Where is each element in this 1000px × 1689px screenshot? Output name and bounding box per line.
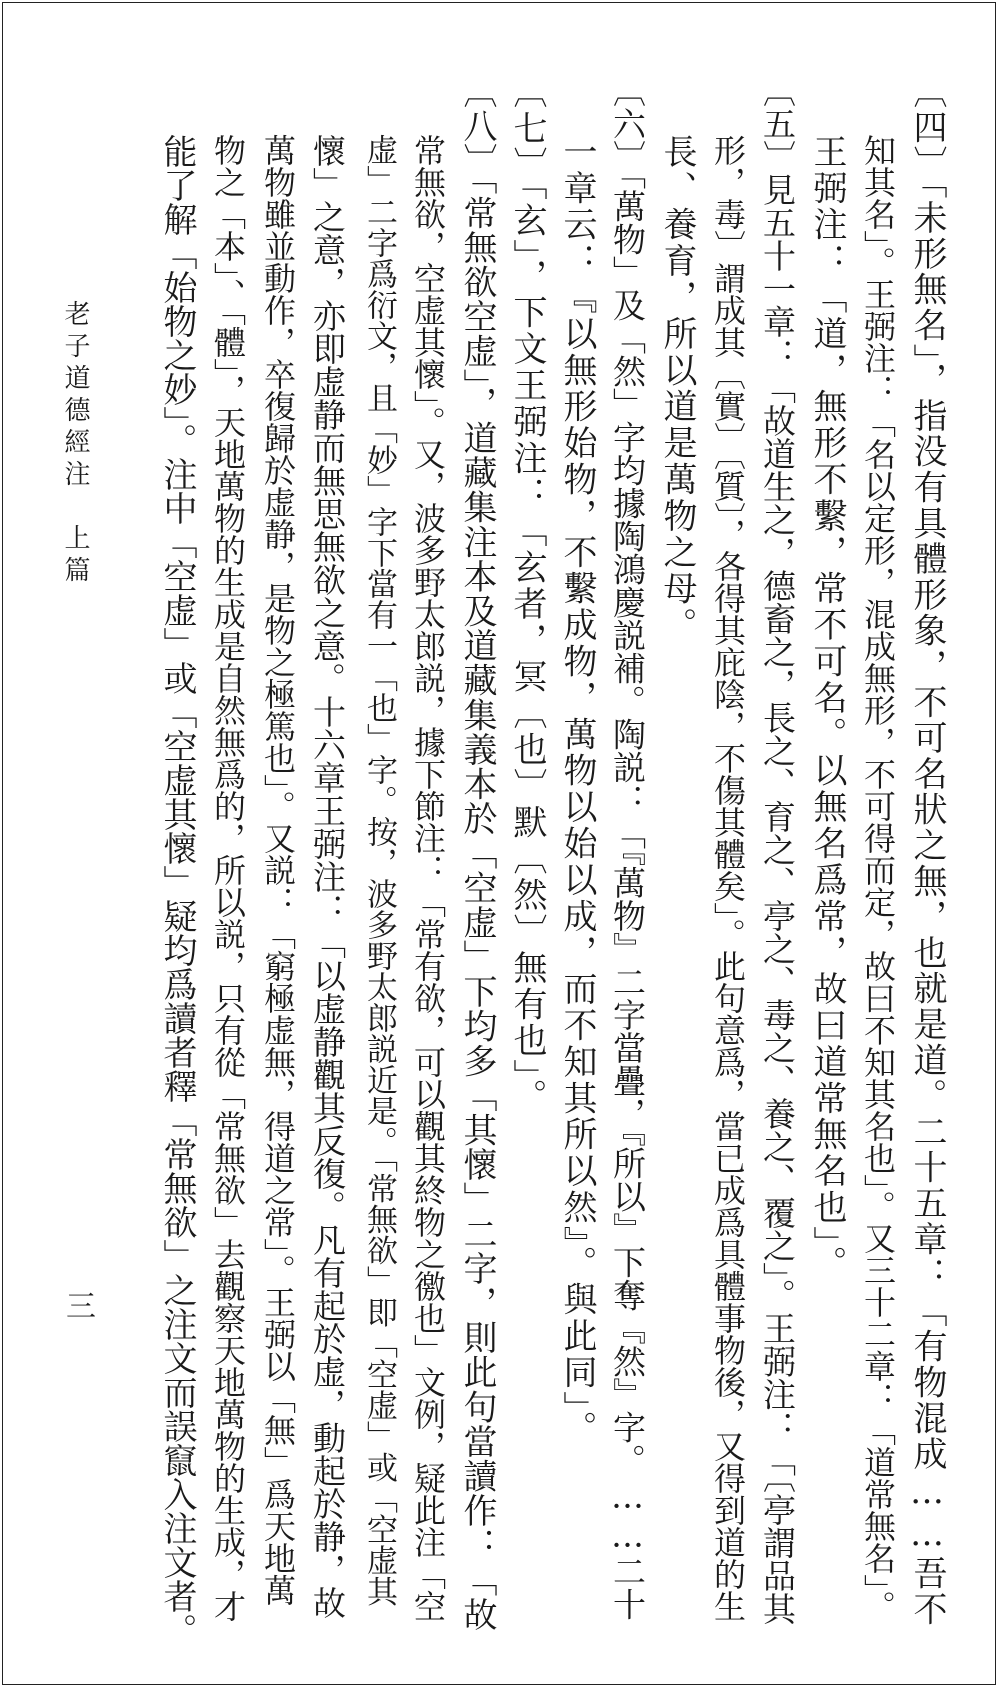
page-number: 三 [60, 1290, 95, 1320]
note-line: 能了解「始物之妙」。注中「空虚」或「空虚其懷」疑均爲讀者釋「常無欲」之注文而誤竄入注文者。 [157, 134, 197, 1647]
note-line: 長、養育，所以道是萬物之母。 [657, 134, 697, 644]
note-line: 一章云：『以無形始物，不繫成物，萬物以始以成，而不知其所以然』。與此同」。 [557, 134, 597, 1447]
note-line: 〔七〕「玄」，下文王弼注：「玄者，冥〔也〕默〔然〕無有也」。 [507, 74, 547, 1115]
note-line: 〔五〕見五十一章：「故道生之，德畜之，長之、育之、亭之、毒之、養之、覆之」。王弼注：「〔亭謂品其 [758, 74, 797, 1625]
note-line: 形，毒〕謂成其〔實〕〔質〕，各得其庇陰，不傷其體矣」。此句意爲，當已成爲具體事物後，又得到道的生 [709, 134, 747, 1622]
note-line: 〔四〕「未形無名」，指没有具體形象，不可名狀之無，也就是道。二十五章：「有物混成……吾不 [907, 74, 947, 1628]
note-line: 物之「本」、「體」，天地萬物的生成是自然無爲的，所以説，只有從「常無欲」去觀察天地萬物的生成，才 [209, 134, 247, 1622]
note-line: 知其名」。王弼注：「名以定形，混成無形，不可得而定，故曰不知其名也」。又三十二章：「道常無名」。 [859, 134, 897, 1622]
note-line: 萬物雖並動作，卒復歸於虚静，是物之極篤也」。又説：「窮極虚無，得道之常」。王弼以「無」爲天地萬 [259, 134, 297, 1606]
note-line: 虚」二字爲衍文，且「妙」字下當有一「也」字。按，波多野太郎説近是。「常無欲」即「空虚」或「空虚其 [361, 134, 397, 1607]
note-line: 懷」之意，亦即虚静而無思無欲之意。十六章王弼注：「以虚静觀其反復。凡有起於虚，動起於静，故 [308, 134, 347, 1619]
running-title: 老子道德經注 上篇 [60, 300, 90, 588]
note-line: 〔六〕「萬物」及「然」字均據陶鴻慶説補。陶説：「『萬物』二字當疊，『所以』下奪『然』字。……二十 [608, 74, 647, 1621]
note-line: 王弼注：「道，無形不繫，常不可名。以無名爲常，故曰道常無名也」。 [807, 134, 847, 1282]
note-line: 常無欲，空虚其懷」。又，波多野太郎説，據下節注：「常有欲，可以觀其終物之徼也」文例，疑此注「空 [409, 134, 447, 1622]
note-line: 〔八〕「常無欲空虚」，道藏集注本及道藏集義本於「空虚」下均多「其懷」二字，則此句當讀作：「故 [457, 74, 497, 1632]
